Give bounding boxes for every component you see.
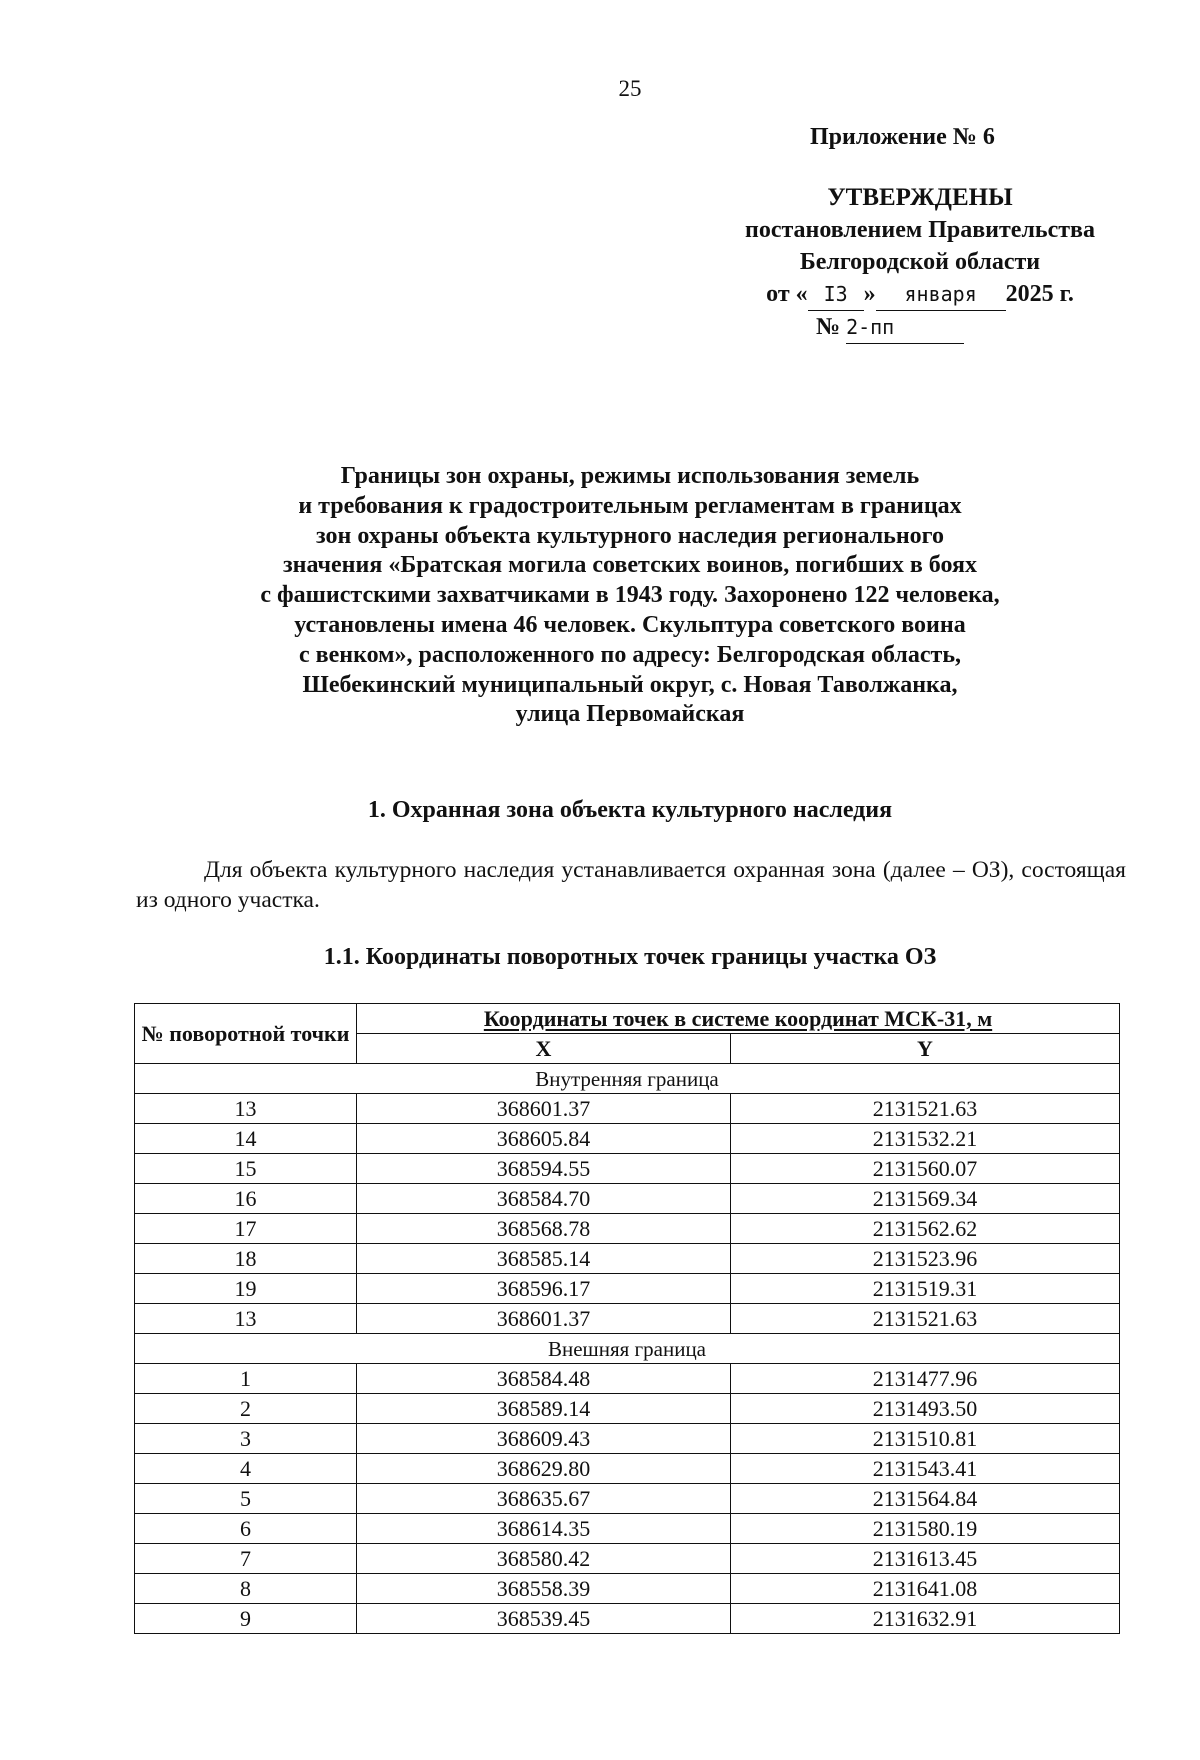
table-row	[135, 1184, 1120, 1214]
point-number-cell: 18	[135, 1244, 357, 1274]
y-coordinate-cell: 2131532.21	[731, 1124, 1120, 1154]
approval-block	[700, 182, 1140, 344]
title-line: и требования к градостроительным регламентам в границах	[298, 492, 962, 519]
table-row	[135, 1154, 1120, 1184]
x-coordinate-cell: 368589.14	[357, 1394, 731, 1424]
date-day: I3	[808, 278, 864, 311]
y-coordinate-cell: 2131523.96	[731, 1244, 1120, 1274]
point-number-cell: 9	[135, 1604, 357, 1634]
y-coordinate-cell: 2131564.84	[731, 1484, 1120, 1514]
table-row	[135, 1394, 1120, 1424]
y-coordinate-cell: 2131521.63	[731, 1304, 1120, 1334]
date-year: 2025 г.	[1005, 281, 1074, 307]
y-coordinate-cell: 2131519.31	[731, 1274, 1120, 1304]
y-coordinate-cell: 2131560.07	[731, 1154, 1120, 1184]
coordinates-header	[357, 1004, 1120, 1034]
y-header: Y	[731, 1034, 1120, 1064]
appendix-label: Приложение № 6	[810, 124, 995, 150]
point-number-cell: 5	[135, 1484, 357, 1514]
approval-line-2: Белгородской области	[799, 249, 1041, 275]
point-number-cell: 2	[135, 1394, 357, 1424]
table-row	[135, 1454, 1120, 1484]
y-coordinate-cell: 2131562.62	[731, 1214, 1120, 1244]
y-coordinate-cell: 2131543.41	[731, 1454, 1120, 1484]
y-coordinate-cell: 2131580.19	[731, 1514, 1120, 1544]
point-number-cell: 7	[135, 1544, 357, 1574]
table-row	[135, 1544, 1120, 1574]
point-number-cell: 6	[135, 1514, 357, 1544]
x-coordinate-cell: 368558.39	[357, 1574, 731, 1604]
x-header: X	[357, 1034, 731, 1064]
number-prefix: №	[815, 314, 841, 340]
point-number-cell: 4	[135, 1454, 357, 1484]
point-number-cell: 15	[135, 1154, 357, 1184]
title-line: Границы зон охраны, режимы использования земель	[340, 463, 920, 489]
x-coordinate-cell: 368580.42	[357, 1544, 731, 1574]
date-mid: »	[863, 281, 876, 307]
point-number-cell: 13	[135, 1094, 357, 1124]
table-row	[135, 1244, 1120, 1274]
point-number-cell: 19	[135, 1274, 357, 1304]
y-coordinate-cell: 2131510.81	[731, 1424, 1120, 1454]
x-coordinate-cell: 368635.67	[357, 1484, 731, 1514]
title-line: с фашистскими захватчиками в 1943 году. Захоронено 122 человека,	[260, 582, 1000, 609]
approval-line-1: постановлением Правительства	[744, 217, 1095, 243]
y-coordinate-cell: 2131569.34	[731, 1184, 1120, 1214]
x-coordinate-cell: 368539.45	[357, 1604, 731, 1634]
point-number-cell: 14	[135, 1124, 357, 1154]
y-coordinate-cell: 2131493.50	[731, 1394, 1120, 1424]
document-title	[160, 462, 1100, 730]
point-number-cell: 1	[135, 1364, 357, 1394]
x-coordinate-cell: 368596.17	[357, 1274, 731, 1304]
page-number: 25	[618, 76, 642, 101]
title-line: установлены имена 46 человек. Скульптура советского воина	[294, 611, 966, 638]
number-value: 2-пп	[846, 311, 964, 344]
table-row	[135, 1574, 1120, 1604]
approval-date	[700, 278, 1140, 311]
x-coordinate-cell: 368594.55	[357, 1154, 731, 1184]
approval-heading: УТВЕРЖДЕНЫ	[827, 184, 1013, 211]
y-coordinate-cell: 2131613.45	[731, 1544, 1120, 1574]
table-row	[135, 1364, 1120, 1394]
coordinates-table	[134, 1003, 1120, 1634]
table-row	[135, 1124, 1120, 1154]
coordinates-header-text: Координаты точек в системе координат МСК-31, м	[483, 1005, 993, 1031]
point-number-cell: 16	[135, 1184, 357, 1214]
title-line: с венком», расположенного по адресу: Белгородская область,	[298, 641, 962, 668]
intro-paragraph: Для объекта культурного наследия устанавливается охранная зона (далее – ОЗ), состоящая из одного участка.	[136, 857, 1126, 913]
y-coordinate-cell: 2131641.08	[731, 1574, 1120, 1604]
point-number-header: № поворотной точки	[135, 1004, 357, 1064]
table-row	[135, 1274, 1120, 1304]
table-row	[135, 1304, 1120, 1334]
title-line: Шебекинский муниципальный округ, с. Новая Таволжанка,	[302, 671, 958, 698]
title-line: зон охраны объекта культурного наследия регионального	[316, 522, 944, 549]
section-heading: 1. Охранная зона объекта культурного наследия	[367, 797, 893, 823]
table-heading: 1.1. Координаты поворотных точек границы участка ОЗ	[323, 944, 937, 970]
table-row	[135, 1424, 1120, 1454]
point-number-cell: 8	[135, 1574, 357, 1604]
x-coordinate-cell: 368601.37	[357, 1094, 731, 1124]
y-coordinate-cell: 2131632.91	[731, 1604, 1120, 1634]
table-row	[135, 1514, 1120, 1544]
point-number-cell: 13	[135, 1304, 357, 1334]
x-coordinate-cell: 368609.43	[357, 1424, 731, 1454]
group-row	[135, 1334, 1120, 1364]
group-label: Внутренняя граница	[135, 1064, 1120, 1094]
table-row	[135, 1484, 1120, 1514]
approval-number	[700, 311, 1140, 344]
title-line: значения «Братская могила советских воинов, погибших в боях	[282, 552, 978, 579]
y-coordinate-cell: 2131477.96	[731, 1364, 1120, 1394]
x-coordinate-cell: 368605.84	[357, 1124, 731, 1154]
x-coordinate-cell: 368584.48	[357, 1364, 731, 1394]
x-coordinate-cell: 368584.70	[357, 1184, 731, 1214]
date-month: января	[876, 278, 1006, 311]
x-coordinate-cell: 368568.78	[357, 1214, 731, 1244]
table-row	[135, 1094, 1120, 1124]
title-line: улица Первомайская	[515, 701, 745, 728]
group-row	[135, 1064, 1120, 1094]
table-row	[135, 1214, 1120, 1244]
x-coordinate-cell: 368629.80	[357, 1454, 731, 1484]
x-coordinate-cell: 368585.14	[357, 1244, 731, 1274]
x-coordinate-cell: 368614.35	[357, 1514, 731, 1544]
y-coordinate-cell: 2131521.63	[731, 1094, 1120, 1124]
x-coordinate-cell: 368601.37	[357, 1304, 731, 1334]
table-body	[135, 1064, 1120, 1634]
group-label: Внешняя граница	[135, 1334, 1120, 1364]
table-row	[135, 1604, 1120, 1634]
date-prefix: от «	[766, 281, 808, 307]
point-number-cell: 3	[135, 1424, 357, 1454]
point-number-cell: 17	[135, 1214, 357, 1244]
